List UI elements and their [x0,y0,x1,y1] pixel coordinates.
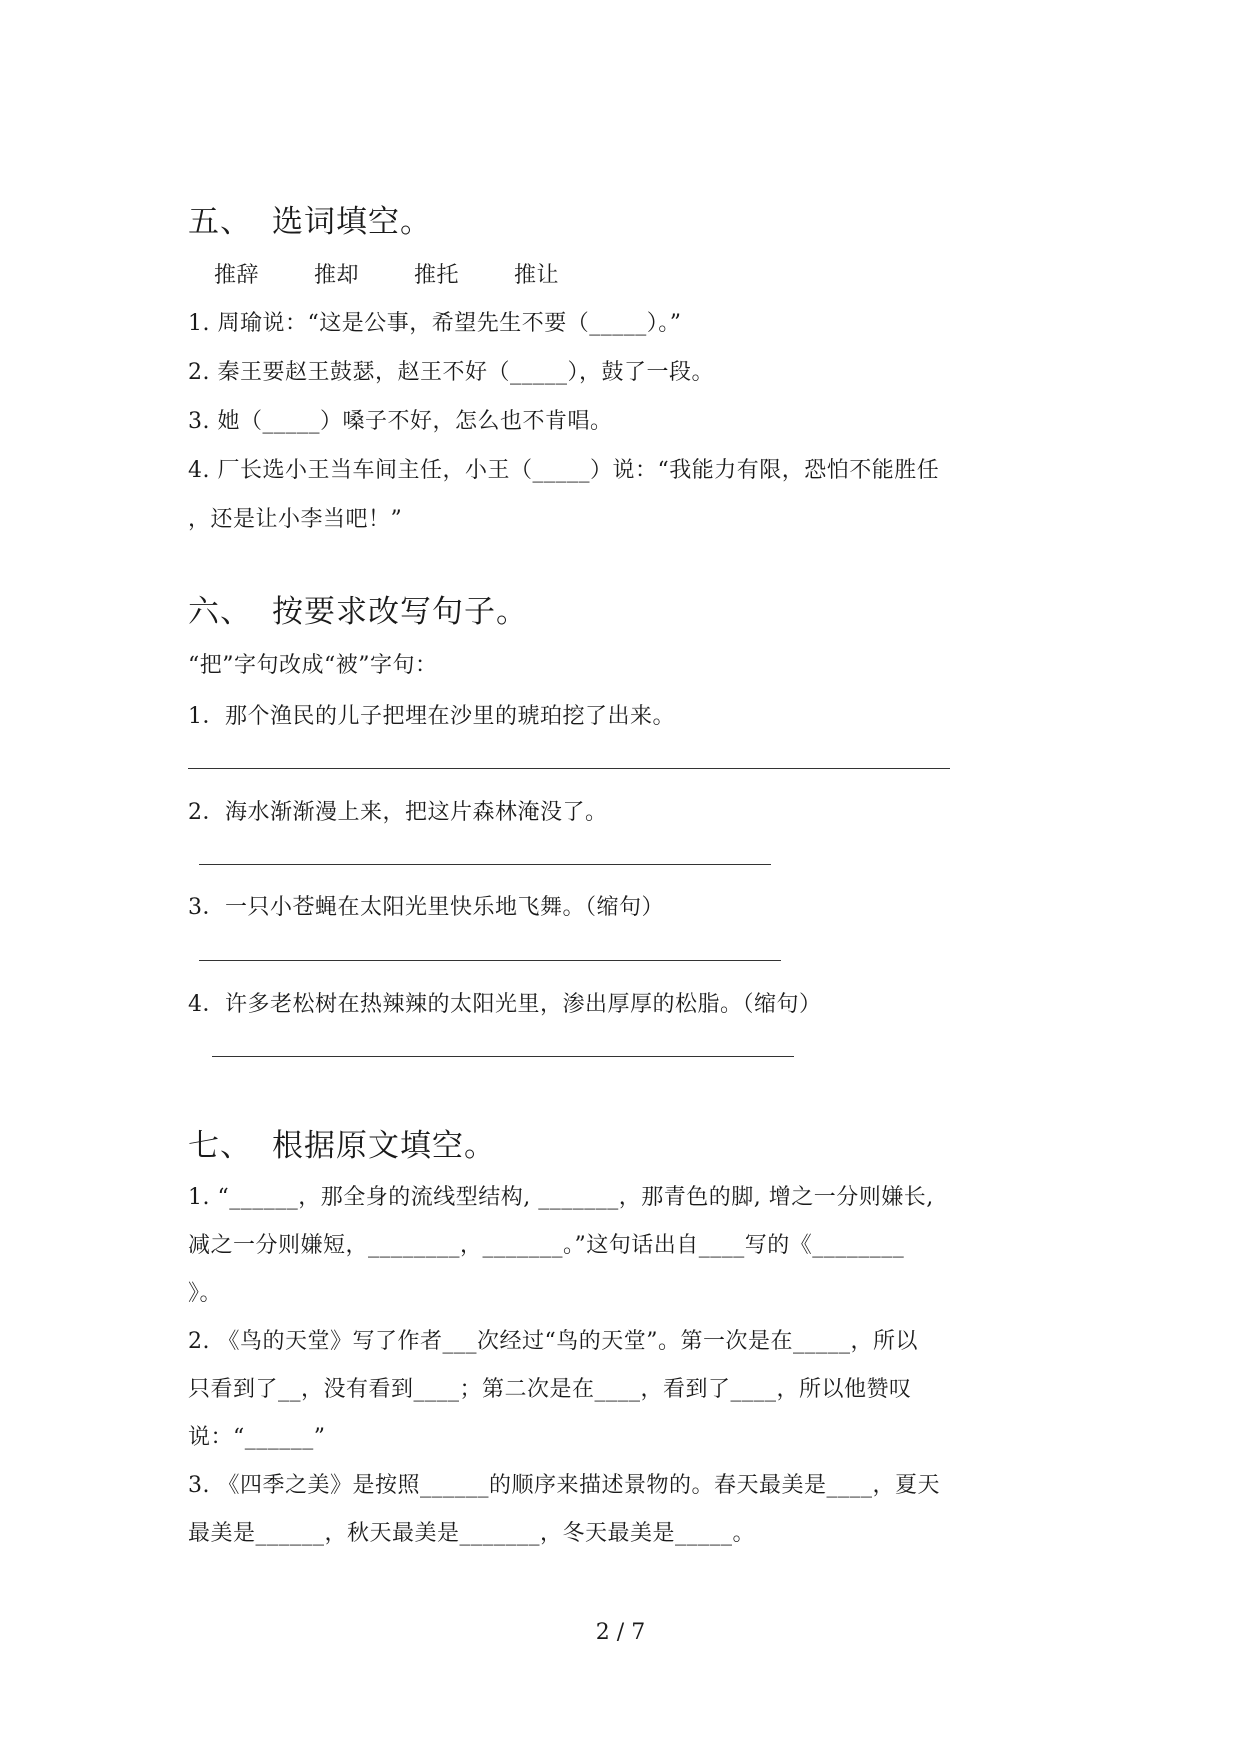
answer-line[interactable] [199,960,781,961]
section6-item: 4．许多老松树在热辣辣的太阳光里，渗出厚厚的松脂。（缩句） [188,992,822,1017]
section6-item: 1．那个渔民的儿子把埋在沙里的琥珀挖了出来。 [188,704,675,729]
section5-item: 2. 秦王要赵王鼓瑟，赵王不好（_____），鼓了一段。 [188,360,714,385]
section5-number: 五、 [188,204,252,240]
word-choice: 推让 [514,263,560,288]
answer-line[interactable] [199,864,771,865]
section5-item: 4. 厂长选小王当车间主任，小王（_____）说：“我能力有限，恐怕不能胜任 [188,458,940,483]
section6-item: 3．一只小苍蝇在太阳光里快乐地飞舞。（缩句） [188,895,664,920]
section7-line: 减之一分则嫌短，________，_______。”这句话出自____写的《________ [188,1233,905,1258]
section5-item: 1. 周瑜说：“这是公事，希望先生不要（_____）。” [188,311,682,336]
section5-heading [188,196,432,241]
section7-heading [188,1120,496,1165]
word-choice: 推辞 [214,263,260,288]
word-choice: 推却 [314,263,360,288]
section6-title: 按要求改写句子。 [272,594,528,630]
section7-title: 根据原文填空。 [272,1128,496,1164]
section6-heading [188,586,528,631]
section7-line: 最美是______，秋天最美是_______，冬天最美是_____。 [188,1521,756,1546]
answer-line[interactable] [212,1056,794,1057]
word-choices [214,258,614,289]
section7-line: 2. 《鸟的天堂》写了作者___次经过“鸟的天堂”。第一次是在_____，所以 [188,1329,918,1354]
section7-line: 说：“______” [188,1425,326,1450]
word-choice: 推托 [414,263,460,288]
section7-line: 1. “______，那全身的流线型结构, _______，那青色的脚, 增之一分则嫌长, [188,1185,934,1210]
section7-line: 3. 《四季之美》是按照______的顺序来描述景物的。春天最美是____，夏天 [188,1473,940,1498]
section7-line: 只看到了__，没有看到____；第二次是在____，看到了____，所以他赞叹 [188,1377,912,1402]
section5-title: 选词填空。 [272,204,432,240]
answer-line[interactable] [188,768,950,769]
section6-instruction: “把”字句改成“被”字句： [188,653,438,678]
section7-line: 》。 [188,1281,223,1306]
page-number: 2 / 7 [595,1620,646,1645]
section7-number: 七、 [188,1128,252,1164]
section5-item: 3. 她（_____）嗓子不好，怎么也不肯唱。 [188,409,613,434]
section5-item-continued: ，还是让小李当吧！” [188,507,403,532]
section6-item: 2．海水渐渐漫上来，把这片森林淹没了。 [188,800,608,825]
section6-number: 六、 [188,594,252,630]
